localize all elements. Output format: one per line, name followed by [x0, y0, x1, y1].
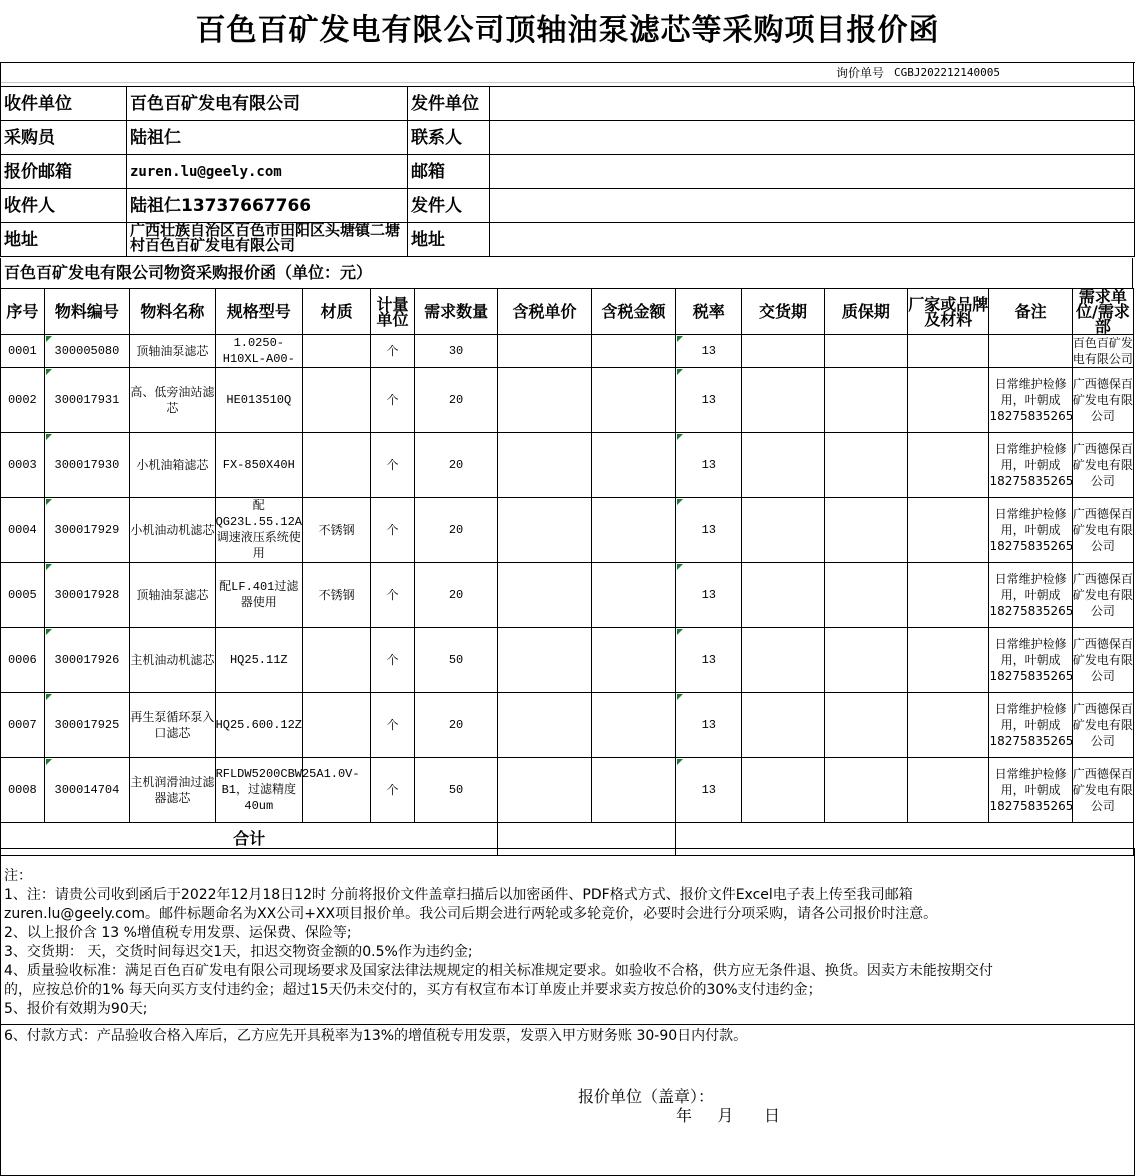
- table-subtitle: 百色百矿发电有限公司物资采购报价函（单位：元）: [0, 258, 1133, 288]
- cell-no: 0008: [1, 758, 45, 823]
- cell-material[interactable]: [303, 693, 371, 758]
- cell-amount[interactable]: [591, 335, 675, 368]
- address-value[interactable]: 广西壮族自治区百色市田阳区头塘镇二塘村百色百矿发电有限公司: [127, 223, 408, 257]
- cell-dept: 广西德保百矿发电有限公司: [1072, 433, 1133, 498]
- cell-remark: 日常维护检修用，叶朝成18275835265: [989, 433, 1072, 498]
- cell-code: 300017928: [44, 563, 129, 628]
- cell-code: 300017925: [44, 693, 129, 758]
- cell-remark: [989, 335, 1072, 368]
- cell-delivery[interactable]: [742, 335, 824, 368]
- cell-tax: 13: [676, 498, 742, 563]
- cell-remark: 日常维护检修用，叶朝成18275835265: [989, 368, 1072, 433]
- cell-delivery[interactable]: [742, 368, 824, 433]
- cell-remark: 日常维护检修用，叶朝成18275835265: [989, 498, 1072, 563]
- cell-dept: 广西德保百矿发电有限公司: [1072, 498, 1133, 563]
- cell-tax: 13: [676, 758, 742, 823]
- cell-unit: 个: [371, 758, 415, 823]
- cell-name: 主机油动机滤芯: [130, 628, 215, 693]
- cell-material[interactable]: [303, 335, 371, 368]
- cell-price[interactable]: [498, 628, 592, 693]
- cell-brand[interactable]: [908, 758, 989, 823]
- cell-qty: 20: [414, 693, 497, 758]
- column-header: 需求数量: [414, 289, 497, 335]
- cell-price[interactable]: [498, 758, 592, 823]
- cell-name: 顶轴油泵滤芯: [130, 563, 215, 628]
- sender-label: 发件人: [408, 189, 490, 223]
- note-line: 3、交货期： 天，交货时间每迟交1天，扣迟交物资金额的0.5%作为违约金;: [4, 944, 473, 960]
- cell-dept: 广西德保百矿发电有限公司: [1072, 628, 1133, 693]
- cell-no: 0005: [1, 563, 45, 628]
- cell-material[interactable]: [303, 628, 371, 693]
- column-header: 厂家或品牌及材料: [908, 289, 989, 335]
- table-row: [1, 335, 1134, 368]
- cell-brand[interactable]: [908, 693, 989, 758]
- cell-unit: 个: [371, 368, 415, 433]
- cell-qty: 50: [414, 628, 497, 693]
- cell-unit: 个: [371, 628, 415, 693]
- cell-warranty[interactable]: [824, 693, 907, 758]
- cell-remark: 日常维护检修用，叶朝成18275835265: [989, 563, 1072, 628]
- cell-code: 300017931: [44, 368, 129, 433]
- recipient-label: 收件人: [1, 189, 127, 223]
- cell-name: 小机油箱滤芯: [130, 433, 215, 498]
- cell-material[interactable]: [303, 433, 371, 498]
- cell-spec: HQ25.600.12Z: [215, 693, 302, 758]
- cell-name: 顶轴油泵滤芯: [130, 335, 215, 368]
- cell-unit: 个: [371, 498, 415, 563]
- table-row: [1, 693, 1134, 758]
- cell-qty: 20: [414, 498, 497, 563]
- cell-code: 300014704: [44, 758, 129, 823]
- cell-spec: RFLDW5200CBW25A1.0V-B1，过滤精度40um: [215, 758, 302, 823]
- cell-dept: 广西德保百矿发电有限公司: [1072, 758, 1133, 823]
- cell-code: 300017926: [44, 628, 129, 693]
- cell-warranty[interactable]: [824, 433, 907, 498]
- cell-no: 0003: [1, 433, 45, 498]
- cell-qty: 50: [414, 758, 497, 823]
- cell-amount[interactable]: [591, 563, 675, 628]
- cell-spec: HQ25.11Z: [215, 628, 302, 693]
- cell-spec: 1.0250-H10XL-A00-: [215, 335, 302, 368]
- cell-amount[interactable]: [591, 693, 675, 758]
- cell-brand[interactable]: [908, 563, 989, 628]
- column-header: 需求单位/需求部: [1072, 289, 1133, 335]
- cell-name: 高、低旁油站滤芯: [130, 368, 215, 433]
- column-header: 含税金额: [591, 289, 675, 335]
- cell-spec: 配LF.401过滤器使用: [215, 563, 302, 628]
- items-table: [0, 288, 1134, 856]
- sender-unit-value[interactable]: [490, 87, 1135, 121]
- cell-unit: 个: [371, 335, 415, 368]
- cell-amount[interactable]: [591, 498, 675, 563]
- table-row: [1, 758, 1134, 823]
- cell-amount[interactable]: [591, 368, 675, 433]
- quote-unit-seal-label: 报价单位（盖章）：: [578, 1087, 715, 1106]
- contact-value[interactable]: [490, 121, 1135, 155]
- cell-brand[interactable]: [908, 335, 989, 368]
- info-table: [0, 86, 1135, 257]
- address2-label: 地址: [408, 223, 490, 257]
- cell-price[interactable]: [498, 693, 592, 758]
- cell-remark: 日常维护检修用，叶朝成18275835265: [989, 693, 1072, 758]
- address-label: 地址: [1, 223, 127, 257]
- cell-warranty[interactable]: [824, 563, 907, 628]
- table-row: [1, 433, 1134, 498]
- total-label: 合计: [1, 823, 498, 856]
- cell-qty: 20: [414, 563, 497, 628]
- column-header: 材质: [303, 289, 371, 335]
- cell-price[interactable]: [498, 433, 592, 498]
- cell-tax: 13: [676, 563, 742, 628]
- note-line: 注：: [4, 868, 32, 884]
- cell-remark: 日常维护检修用，叶朝成18275835265: [989, 628, 1072, 693]
- cell-delivery[interactable]: [742, 563, 824, 628]
- cell-amount[interactable]: [591, 758, 675, 823]
- cell-brand[interactable]: [908, 628, 989, 693]
- recipient-value[interactable]: 陆祖仁13737667766: [127, 189, 408, 223]
- column-header: 质保期: [824, 289, 907, 335]
- cell-warranty[interactable]: [824, 335, 907, 368]
- buyer-value[interactable]: 陆祖仁: [127, 121, 408, 155]
- cell-tax: 13: [676, 433, 742, 498]
- cell-price[interactable]: [498, 563, 592, 628]
- cell-dept: 百色百矿发电有限公司: [1072, 336, 1133, 366]
- cell-qty: 30: [414, 335, 497, 368]
- table-row: [1, 628, 1134, 693]
- table-row: [1, 498, 1134, 563]
- cell-amount[interactable]: [591, 628, 675, 693]
- column-header: 交货期: [742, 289, 824, 335]
- cell-spec: 配QG23L.55.12A调速液压系统使用: [215, 499, 302, 561]
- cell-warranty[interactable]: [824, 758, 907, 823]
- cell-price[interactable]: [498, 498, 592, 563]
- note-line: 的，应按总价的1% 每天向买方支付违约金；超过15天仍未交付的，买方有权宣布本订单废止并要求卖方按总价的30%支付违约金；: [4, 982, 822, 998]
- column-header: 税率: [676, 289, 742, 335]
- cell-unit: 个: [371, 433, 415, 498]
- cell-name: 小机油动机滤芯: [130, 498, 215, 563]
- receiver-unit-label: 收件单位: [1, 87, 127, 121]
- cell-dept: 广西德保百矿发电有限公司: [1072, 368, 1133, 433]
- cell-material[interactable]: 不锈钢: [303, 563, 371, 628]
- cell-remark: 日常维护检修用，叶朝成18275835265: [989, 758, 1072, 823]
- receiver-unit-value[interactable]: 百色百矿发电有限公司: [127, 87, 408, 121]
- cell-tax: 13: [676, 693, 742, 758]
- quote-email-label: 报价邮箱: [1, 155, 127, 189]
- column-header: 备注: [989, 289, 1072, 335]
- cell-tax: 13: [676, 335, 742, 368]
- cell-material[interactable]: 不锈钢: [303, 498, 371, 563]
- cell-brand[interactable]: [908, 368, 989, 433]
- cell-qty: 20: [414, 368, 497, 433]
- cell-no: 0002: [1, 368, 45, 433]
- address2-value[interactable]: [490, 223, 1135, 257]
- cell-qty: 20: [414, 433, 497, 498]
- inquiry-number: CGBJ202212140005: [894, 66, 1000, 79]
- cell-tax: 13: [676, 368, 742, 433]
- cell-name: 再生泵循环泵入口滤芯: [130, 693, 215, 758]
- cell-brand[interactable]: [908, 498, 989, 563]
- cell-no: 0001: [1, 335, 45, 368]
- cell-name: 主机润滑油过滤器滤芯: [130, 758, 215, 823]
- note-line: 1、注：请贵公司收到函后于2022年12月18日12时 分前将报价文件盖章扫描后以加密函件、PDF格式方式、报价文件Excel电子表上传至我司邮箱: [4, 887, 913, 903]
- cell-code: 300017929: [44, 498, 129, 563]
- sender-unit-label: 发件单位: [408, 87, 490, 121]
- column-header: 规格型号: [215, 289, 302, 335]
- note-line: zuren.lu@geely.com。邮件标题命名为XX公司+XX项目报价单。我公司后期会进行两轮或多轮竞价，必要时会进行分项采购，请各公司报价时注意。: [4, 906, 938, 922]
- cell-code: 300017930: [44, 433, 129, 498]
- cell-dept: 广西德保百矿发电有限公司: [1072, 563, 1133, 628]
- email-value[interactable]: [490, 155, 1135, 189]
- cell-warranty[interactable]: [824, 498, 907, 563]
- cell-dept: 广西德保百矿发电有限公司: [1072, 693, 1133, 758]
- contact-label: 联系人: [408, 121, 490, 155]
- cell-code: 300005080: [44, 335, 129, 368]
- column-header: 物料名称: [130, 289, 215, 335]
- cell-delivery[interactable]: [742, 498, 824, 563]
- payment-terms: 6、付款方式：产品验收合格入库后，乙方应先开具税率为13%的增值税专用发票，发票入甲方财务账 30-90日内付款。: [4, 1028, 748, 1044]
- column-header: 计量单位: [371, 289, 415, 335]
- inquiry-label: 询价单号: [836, 66, 885, 80]
- page-title: 百色百矿发电有限公司顶轴油泵滤芯等采购项目报价函: [0, 0, 1135, 63]
- column-header: 含税单价: [498, 289, 592, 335]
- cell-delivery[interactable]: [742, 433, 824, 498]
- note-line: 4、质量验收标准：满足百色百矿发电有限公司现场要求及国家法律法规规定的相关标准规定要求。如验收不合格，供方应无条件退、换货。因卖方未能按期交付: [4, 963, 993, 979]
- sign-date: 年 月 日: [676, 1106, 780, 1125]
- notes-section: [0, 848, 1135, 1176]
- cell-warranty[interactable]: [824, 368, 907, 433]
- cell-tax: 13: [676, 628, 742, 693]
- cell-brand[interactable]: [908, 433, 989, 498]
- cell-no: 0007: [1, 693, 45, 758]
- cell-price[interactable]: [498, 368, 592, 433]
- cell-delivery[interactable]: [742, 758, 824, 823]
- sender-value[interactable]: [490, 189, 1135, 223]
- table-row: [1, 368, 1134, 433]
- cell-warranty[interactable]: [824, 628, 907, 693]
- cell-spec: HE013510Q: [215, 368, 302, 433]
- note-line: 2、以上报价含 13 %增值税专用发票、运保费、保险等;: [4, 925, 352, 941]
- column-header: 序号: [1, 289, 45, 335]
- quote-email-value[interactable]: zuren.lu@geely.com: [127, 155, 408, 189]
- cell-unit: 个: [371, 563, 415, 628]
- cell-no: 0004: [1, 498, 45, 563]
- cell-delivery[interactable]: [742, 628, 824, 693]
- cell-material[interactable]: [303, 368, 371, 433]
- cell-price[interactable]: [498, 335, 592, 368]
- cell-spec: FX-850X40H: [215, 433, 302, 498]
- cell-delivery[interactable]: [742, 693, 824, 758]
- cell-no: 0006: [1, 628, 45, 693]
- email-label: 邮箱: [408, 155, 490, 189]
- column-header: 物料编号: [44, 289, 129, 335]
- cell-unit: 个: [371, 693, 415, 758]
- buyer-label: 采购员: [1, 121, 127, 155]
- note-line: 5、报价有效期为90天;: [4, 1001, 148, 1017]
- cell-amount[interactable]: [591, 433, 675, 498]
- table-row: [1, 563, 1134, 628]
